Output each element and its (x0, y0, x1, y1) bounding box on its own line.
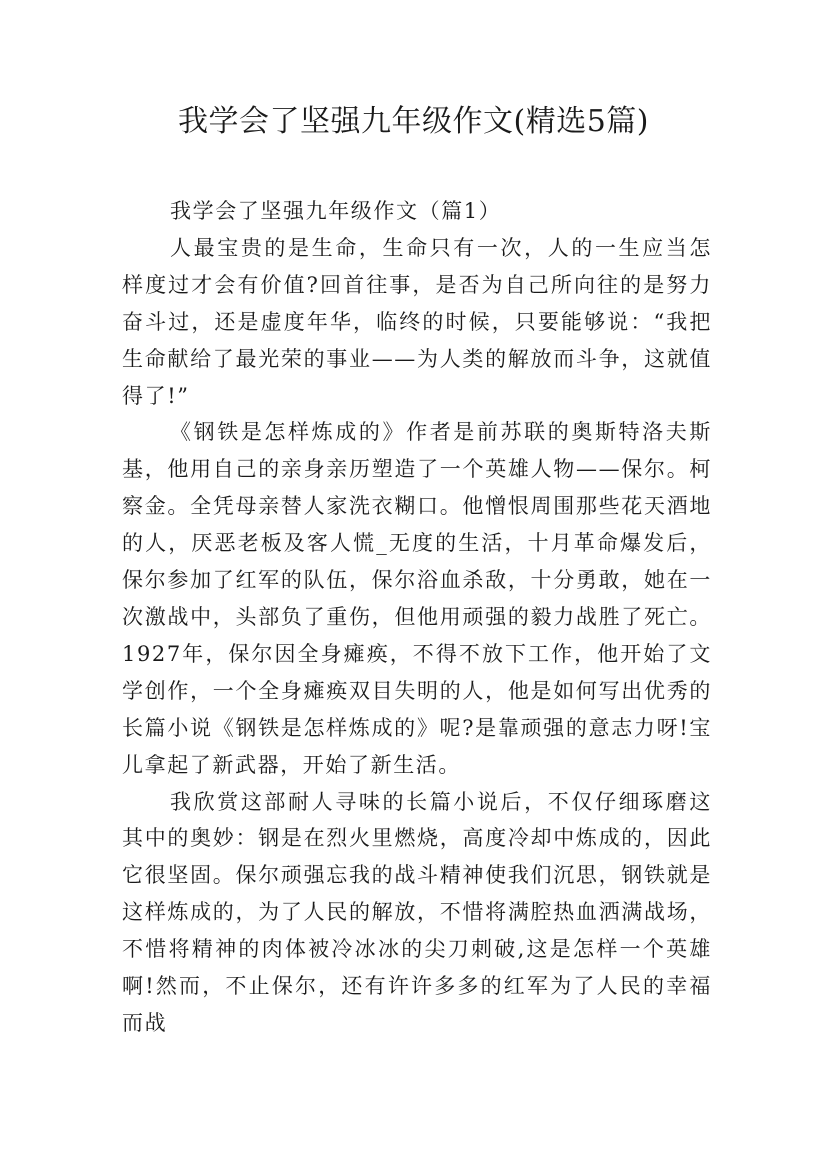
paragraph-3: 我欣赏这部耐人寻味的长篇小说后，不仅仔细琢磨这其中的奥妙：钢是在烈火里燃烧，高度冷却中炼成的，因此它很坚固。保尔顽强忘我的战斗精神使我们沉思，钢铁就是这样炼成的，为了人民的解放，不惜将满腔热血洒满战场，不惜将精神的肉体被冷冰冰的尖刀刺破,这是怎样一个英雄啊!然而，不止保尔，还有许许多多的红军为了人民的幸福而战 (122, 789, 712, 1035)
document-body (122, 193, 712, 1042)
paragraph-2: 《钢铁是怎样炼成的》作者是前苏联的奥斯特洛夫斯基，他用自己的亲身亲历塑造了一个英雄人物——保尔。柯察金。全凭母亲替人家洗衣糊口。他憎恨周围那些花天酒地的人，厌恶老板及客人慌_无度的生活，十月革命爆发后，保尔参加了红军的队伍，保尔浴血杀敌，十分勇敢，她在一次激战中，头部负了重伤，但他用顽强的毅力战胜了死亡。1927年，保尔因全身瘫痪，不得不放下工作，他开始了文学创作，一个全身瘫痪双目失明的人，他是如何写出优秀的长篇小说《钢铁是怎样炼成的》呢?是靠顽强的意志力呀!宝儿拿起了新武器，开始了新生活。 (122, 420, 712, 777)
paragraph-1: 人最宝贵的是生命，生命只有一次，人的一生应当怎样度过才会有价值?回首往事，是否为自己所向往的是努力奋斗过，还是虚度年华，临终的时候，只要能够说：“我把生命献给了最光荣的事业——为人类的解放而斗争，这就值得了!” (122, 235, 712, 408)
section-heading: 我学会了坚强九年级作文（篇1） (170, 199, 502, 223)
document-title: 我学会了坚强九年级作文(精选5篇) (178, 104, 649, 139)
